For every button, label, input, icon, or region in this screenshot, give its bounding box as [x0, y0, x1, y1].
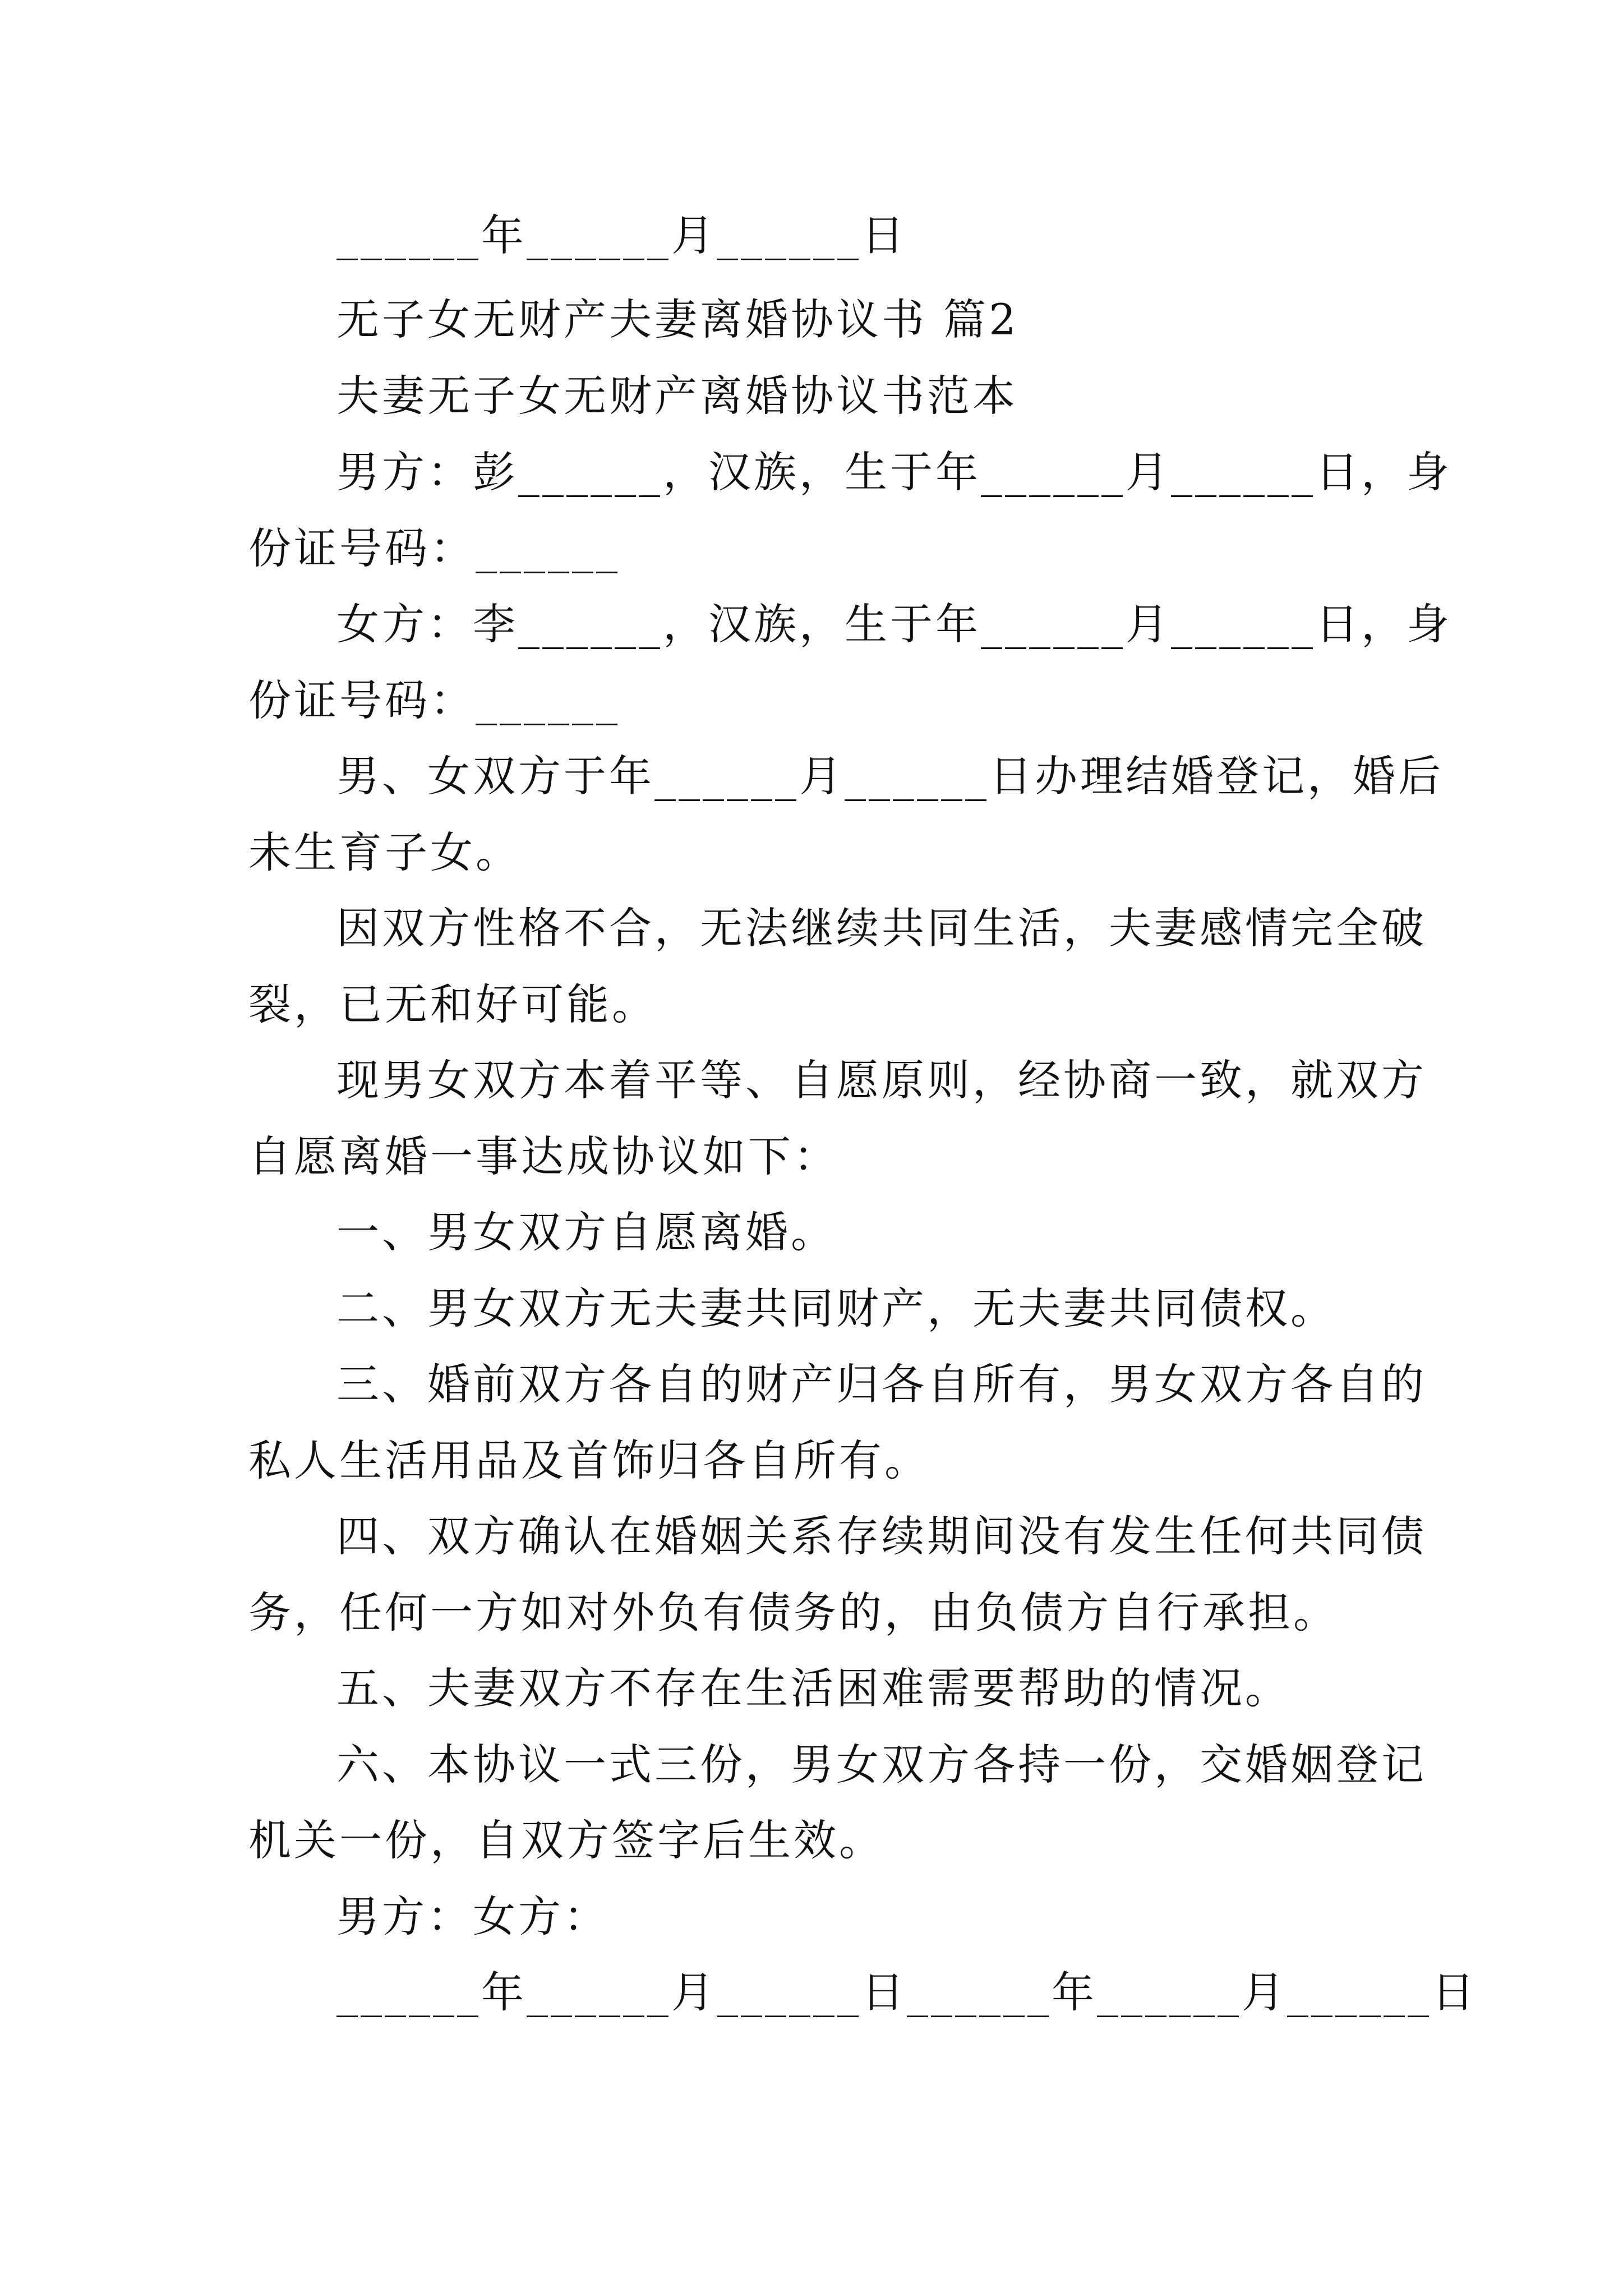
- female-id-line: 份证号码：______: [248, 675, 620, 725]
- clause-4-continued: 务，任何一方如对外负有债务的，由负债方自行承担。: [248, 1588, 1339, 1637]
- clause-2: 二、男女双方无夫妻共同财产，无夫妻共同债权。: [336, 1283, 1336, 1333]
- clause-5: 五、夫妻双方不存在生活困难需要帮助的情况。: [336, 1663, 1290, 1713]
- clause-1: 一、男女双方自愿离婚。: [336, 1207, 836, 1257]
- section-heading: 无子女无财产夫妻离婚协议书 篇2: [336, 295, 1019, 344]
- clause-6-continued: 机关一份，自双方签字后生效。: [248, 1815, 884, 1865]
- clause-6: 六、本协议一式三份，男女双方各持一份，交婚姻登记: [336, 1740, 1427, 1789]
- date-line: ______年______月______日: [336, 210, 907, 260]
- signature-line: 男方：女方：: [336, 1892, 609, 1941]
- paragraph-line: 男、女双方于年______月______日办理结婚登记，婚后: [336, 751, 1444, 801]
- paragraph-line: 现男女双方本着平等、自愿原则，经协商一致，就双方: [336, 1055, 1427, 1105]
- paragraph-line: 裂，已无和好可能。: [248, 979, 657, 1029]
- clause-3-continued: 私人生活用品及首饰归各自所有。: [248, 1435, 930, 1485]
- clause-3: 三、婚前双方各自的财产归各自所有，男女双方各自的: [336, 1359, 1427, 1409]
- paragraph-line: 自愿离婚一事达成协议如下：: [248, 1131, 839, 1181]
- female-party-line: 女方：李______，汉族，生于年______月______日，身: [336, 599, 1452, 649]
- paragraph-line: 未生育子女。: [248, 827, 521, 877]
- male-party-line: 男方：彭______，汉族，生于年______月______日，身: [336, 447, 1452, 497]
- male-id-line: 份证号码：______: [248, 523, 620, 573]
- document-title: 夫妻无子女无财产离婚协议书范本: [336, 371, 1018, 421]
- clause-4: 四、双方确认在婚姻关系存续期间没有发生任何共同债: [336, 1511, 1427, 1561]
- paragraph-line: 因双方性格不合，无法继续共同生活，夫妻感情完全破: [336, 903, 1427, 953]
- signature-date-line: ______年______月______日______年______月______日: [336, 1967, 1477, 2017]
